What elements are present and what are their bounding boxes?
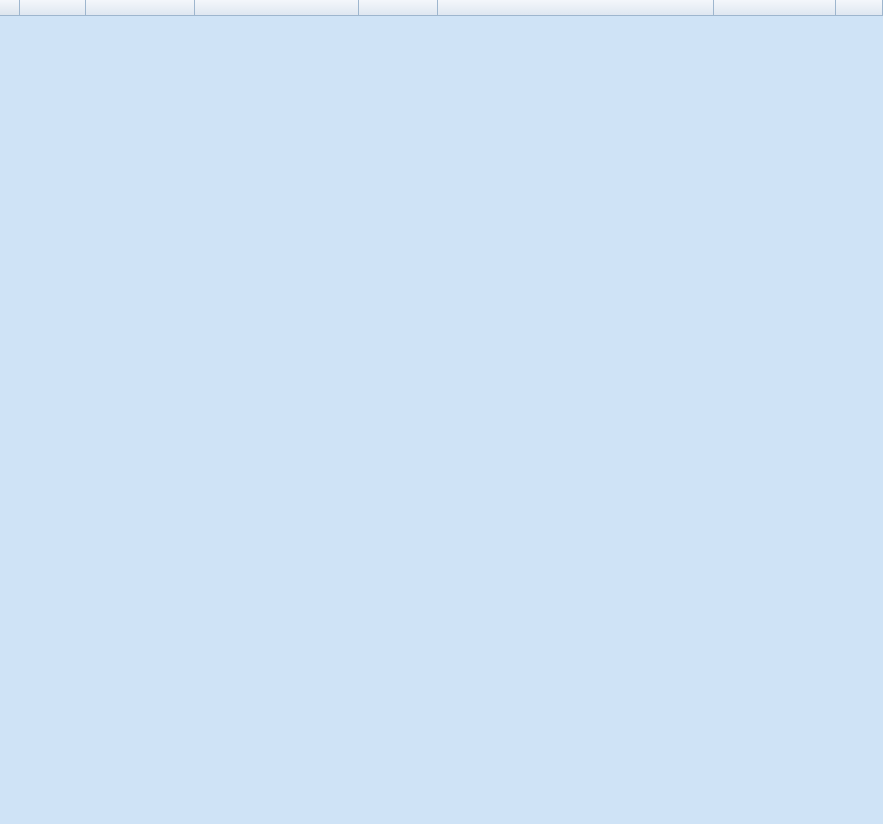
- column-header-c[interactable]: [195, 0, 359, 15]
- column-header-row: [0, 0, 883, 16]
- column-header-f[interactable]: [714, 0, 836, 15]
- column-header-a[interactable]: [20, 0, 86, 15]
- column-header-g[interactable]: [836, 0, 883, 15]
- column-header-b[interactable]: [86, 0, 195, 15]
- column-header-e[interactable]: [438, 0, 714, 15]
- select-all-corner[interactable]: [0, 0, 20, 15]
- column-header-d[interactable]: [359, 0, 438, 15]
